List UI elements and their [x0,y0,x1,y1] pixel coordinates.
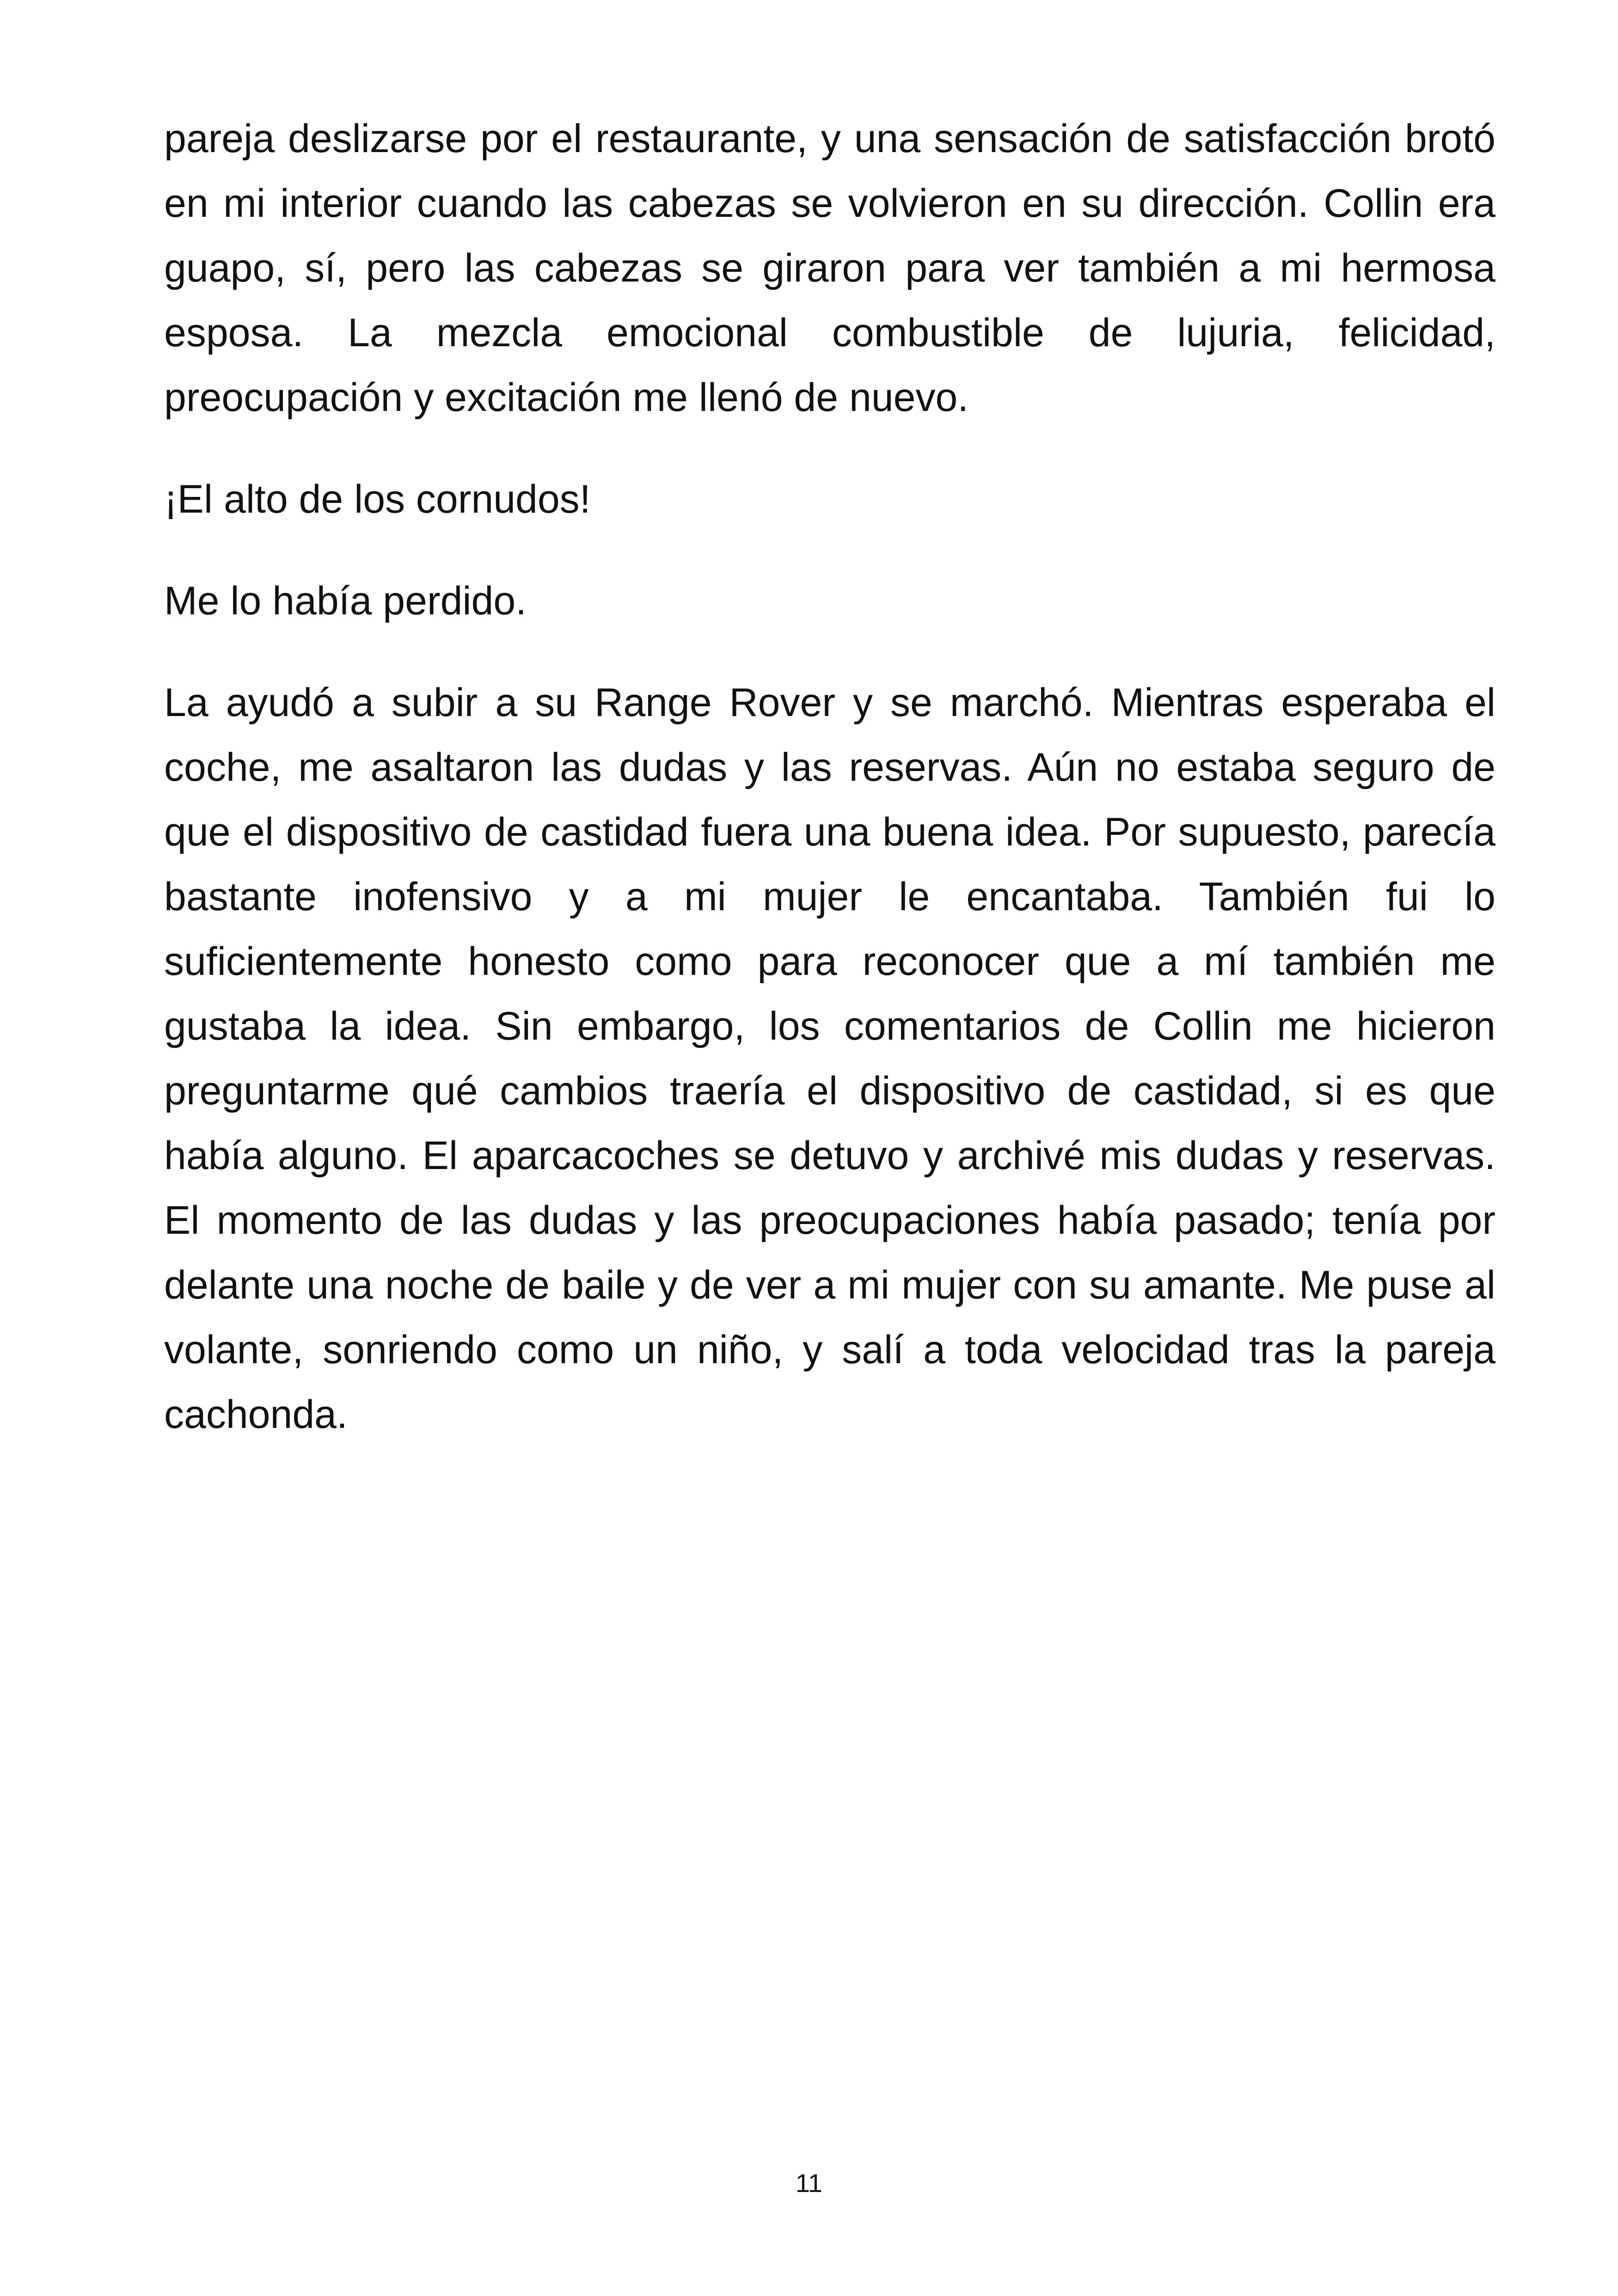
page-number: 11 [795,2168,823,2198]
paragraph-2: ¡El alto de los cornudos! [164,477,591,521]
paragraph-4: La ayudó a subir a su Range Rover y se marchó. Mientras esperaba el coche, me asaltaron las dudas y las reservas. Aún no estaba seguro de que el dispositivo de castidad fuera una buena idea. Por supuesto, parecía bastante inofensivo y a mi mujer le encantaba. También fui lo suficientemente honesto como para reconocer que a mí también me gustaba la idea. Sin embargo, los comentarios de Collin me hicieron preguntarme qué cambios traería el dispositivo de castidad, si es que había alguno. El aparcacoches se detuvo y archivé mis dudas y reservas. El momento de las dudas y las preocupaciones había pasado; tenía por delante una noche de baile y de ver a mi mujer con su amante. Me puse al volante, sonriendo como un niño, y salí a toda velocidad tras la pareja cachonda. [164,680,1495,1437]
body-text [164,106,1495,1484]
paragraph-1: pareja deslizarse por el restaurante, y una sensación de satisfacción brotó en mi interior cuando las cabezas se volvieron en su dirección. Collin era guapo, sí, pero las cabezas se giraron para ver también a mi hermosa esposa. La mezcla emocional combustible de lujuria, felicidad, preocupación y excitación me llenó de nuevo. [164,116,1495,420]
paragraph-3: Me lo había perdido. [164,579,527,623]
